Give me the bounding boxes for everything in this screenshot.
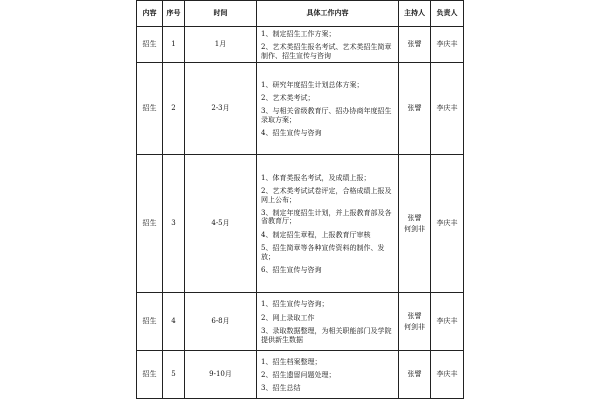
- host-cell: [399, 155, 431, 293]
- task-item: 1、招生档案整理；: [261, 357, 322, 366]
- time-cell: 6-8月: [185, 293, 257, 351]
- host-cell: [399, 293, 431, 351]
- header-host: 主持人: [399, 1, 431, 27]
- task-item: 2、网上录取工作: [261, 313, 315, 322]
- host-name: 张譬: [407, 104, 422, 113]
- table-row: [137, 155, 464, 293]
- host-cell: [399, 27, 431, 63]
- header-tasks: 具体工作内容: [257, 1, 399, 27]
- category-cell: 招生: [137, 293, 163, 351]
- host-name: 张譬: [407, 40, 422, 49]
- responsible-cell: 李庆丰: [431, 293, 464, 351]
- task-item: 2、艺术类招生报名考试、艺术类招生简章制作、招生宣传与咨询: [261, 43, 392, 60]
- category-cell: 招生: [137, 27, 163, 63]
- tasks-cell: [257, 27, 399, 63]
- responsible-cell: 李庆丰: [431, 27, 464, 63]
- responsible-cell: 李庆丰: [431, 63, 464, 155]
- header-responsible: 负责人: [431, 1, 464, 27]
- task-item: 1、体育类报名考试，及成绩上报；: [261, 173, 371, 182]
- tasks-cell: [257, 155, 399, 293]
- time-cell: 9-10月: [185, 351, 257, 399]
- task-item: 1、研究年度招生计划总体方案；: [261, 80, 364, 89]
- number-cell: 4: [163, 293, 185, 351]
- task-item: 3、录取数据整理，为相关职能部门及学院提供新生数据: [261, 327, 392, 344]
- host-name: 何剑非: [404, 323, 425, 332]
- tasks-cell: [257, 63, 399, 155]
- header-row: [137, 1, 464, 27]
- work-schedule-table: [136, 0, 464, 399]
- host-cell: [399, 63, 431, 155]
- task-item: 3、招生总结: [261, 384, 301, 393]
- table-row: [137, 63, 464, 155]
- header-category: 内容: [137, 1, 163, 27]
- header-number: 序号: [163, 1, 185, 27]
- responsible-cell: 李庆丰: [431, 351, 464, 399]
- number-cell: 2: [163, 63, 185, 155]
- task-item: 3、与相关省级教育厅、招办协商年度招生录取方案；: [261, 107, 392, 124]
- header-time: 时间: [185, 1, 257, 27]
- task-item: 4、招生宣传与咨询: [261, 129, 322, 138]
- category-cell: 招生: [137, 351, 163, 399]
- table-row: [137, 351, 464, 399]
- time-cell: 2-3月: [185, 63, 257, 155]
- host-name: 张譬: [407, 213, 422, 222]
- table-row: [137, 293, 464, 351]
- number-cell: 3: [163, 155, 185, 293]
- task-item: 4、制定招生章程，上报教育厅审核: [261, 230, 371, 239]
- task-item: 1、制定招生工作方案；: [261, 30, 336, 38]
- tasks-cell: [257, 351, 399, 399]
- task-item: 2、艺术类考试；: [261, 94, 315, 103]
- work-schedule-document: [136, 0, 463, 400]
- category-cell: 招生: [137, 63, 163, 155]
- task-item: 2、艺术类考试试卷评定，合格成绩上报及网上公布；: [261, 187, 392, 204]
- category-cell: 招生: [137, 155, 163, 293]
- number-cell: 5: [163, 351, 185, 399]
- task-item: 6、招生宣传与咨询: [261, 266, 322, 275]
- tasks-cell: [257, 293, 399, 351]
- time-cell: 4-5月: [185, 155, 257, 293]
- responsible-cell: 李庆丰: [431, 155, 464, 293]
- task-item: 3、制定年度招生计划，并上报教育部及各省教育厅；: [261, 209, 392, 226]
- table-row: [137, 27, 464, 63]
- number-cell: 1: [163, 27, 185, 63]
- host-cell: [399, 351, 431, 399]
- time-cell: 1月: [185, 27, 257, 63]
- task-item: 2、招生遗留问题处理；: [261, 370, 336, 379]
- host-name: 张譬: [407, 370, 422, 379]
- task-item: 1、招生宣传与咨询；: [261, 300, 329, 309]
- host-name: 何剑非: [404, 225, 425, 234]
- task-item: 5、招生简章等各种宣传资料的制作、发放；: [261, 244, 385, 261]
- host-name: 张譬: [407, 311, 422, 320]
